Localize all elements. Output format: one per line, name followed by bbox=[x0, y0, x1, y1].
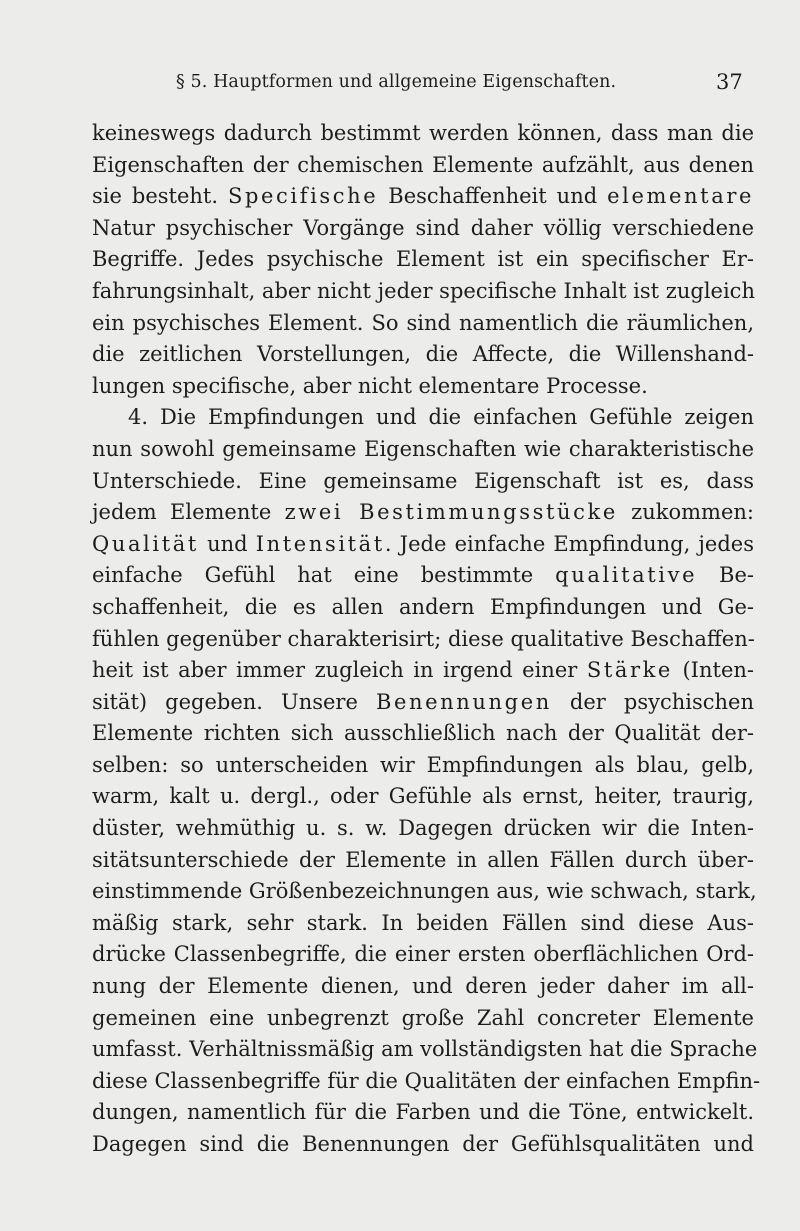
text-line bbox=[92, 845, 754, 877]
text-segment: sitätsunterschiede der Elemente in allen Fällen durch über- bbox=[92, 847, 754, 872]
text-segment: drücke Classenbegriffe, die einer ersten oberflächlichen Ord- bbox=[92, 942, 754, 967]
text-segment: Eigenschaften der chemischen Elemente aufzählt, aus denen bbox=[92, 152, 754, 177]
text-segment: die zeitlichen Vorstellungen, die Affecte, die Willenshand- bbox=[92, 342, 754, 367]
text-segment: jedem Elemente bbox=[92, 500, 285, 525]
text-segment: der psychischen bbox=[551, 689, 754, 714]
running-header-title: § 5. Hauptformen und allgemeine Eigenschaften. bbox=[176, 72, 617, 92]
emphasized-term: zwei Bestimmungsstücke bbox=[284, 500, 618, 525]
emphasized-term: elementare bbox=[607, 184, 754, 209]
text-line bbox=[92, 908, 754, 940]
text-line bbox=[92, 560, 754, 592]
text-segment: Begriffe. Jedes psychische Element ist ein specifischer Er- bbox=[92, 247, 754, 272]
text-segment: selben: so unterscheiden wir Empfindungen als blau, gelb, bbox=[92, 752, 754, 777]
text-line bbox=[92, 181, 754, 213]
text-line bbox=[92, 781, 754, 813]
text-line bbox=[92, 213, 754, 245]
text-line bbox=[92, 308, 754, 340]
text-segment: Dagegen sind die Benennungen der Gefühlsqualitäten und bbox=[92, 1132, 754, 1156]
text-segment: fühlen gegenüber charakterisirt; diese qualitative Beschaffen- bbox=[92, 626, 755, 651]
text-line bbox=[92, 434, 754, 466]
text-segment: fahrungsinhalt, aber nicht jeder specifische Inhalt ist zugleich bbox=[92, 278, 755, 303]
text-line bbox=[92, 150, 754, 182]
text-line bbox=[92, 466, 754, 498]
text-segment: heit ist aber immer zugleich in irgend einer bbox=[92, 658, 587, 683]
emphasized-term: Stärke bbox=[586, 658, 673, 683]
text-segment: Be- bbox=[697, 563, 754, 588]
text-line bbox=[92, 687, 754, 719]
text-line bbox=[92, 339, 754, 371]
text-segment: zukommen: bbox=[617, 500, 754, 525]
text-line bbox=[92, 1066, 761, 1098]
text-line bbox=[92, 371, 754, 403]
text-line bbox=[92, 876, 757, 908]
text-line bbox=[92, 971, 754, 1003]
text-segment: (Inten- bbox=[672, 658, 754, 683]
text-line bbox=[92, 402, 754, 434]
text-segment: diese Classenbegriffe für die Qualitäten der einfachen Empfin- bbox=[92, 1068, 761, 1093]
text-segment: einstimmende Größenbezeichnungen aus, wie schwach, stark, bbox=[92, 879, 757, 904]
text-segment: sität) gegeben. Unsere bbox=[92, 689, 376, 714]
text-line bbox=[92, 276, 754, 308]
text-segment: gemeinen eine unbegrenzt große Zahl concreter Elemente bbox=[92, 1005, 754, 1030]
emphasized-term: Specifische bbox=[228, 184, 379, 209]
text-line bbox=[92, 939, 754, 971]
text-segment: Natur psychischer Vorgänge sind daher völlig verschiedene bbox=[92, 215, 754, 240]
emphasized-term: qualitative bbox=[555, 563, 698, 588]
text-segment: warm, kalt u. dergl., oder Gefühle als ernst, heiter, traurig, bbox=[92, 784, 754, 809]
text-segment: . Jede einfache Empfindung, jedes bbox=[384, 531, 754, 556]
emphasized-term: Intensität bbox=[255, 531, 385, 556]
text-line bbox=[92, 624, 754, 656]
emphasized-term: Qualität bbox=[92, 531, 199, 556]
text-line bbox=[92, 718, 754, 750]
text-segment: lungen specifische, aber nicht elementare Processe. bbox=[92, 373, 648, 398]
text-segment: Elemente richten sich ausschließlich nach der Qualität der- bbox=[92, 721, 754, 746]
text-line bbox=[92, 118, 754, 150]
text-line bbox=[92, 244, 754, 276]
text-segment: mäßig stark, sehr stark. In beiden Fällen sind diese Aus- bbox=[92, 910, 754, 935]
text-segment: schaffenheit, die es allen andern Empfindungen und Ge- bbox=[92, 594, 754, 619]
text-line bbox=[92, 1129, 754, 1161]
text-line bbox=[92, 497, 754, 529]
text-segment: Beschaffenheit und bbox=[378, 184, 608, 209]
text-line bbox=[92, 529, 754, 561]
text-segment: einfache Gefühl hat eine bestimmte bbox=[92, 563, 556, 588]
text-segment: dungen, namentlich für die Farben und die Töne, entwickelt. bbox=[92, 1100, 754, 1125]
text-segment: keineswegs dadurch bestimmt werden können, dass man die bbox=[92, 121, 754, 145]
text-line bbox=[92, 592, 754, 624]
text-line bbox=[92, 1003, 754, 1035]
text-segment: ein psychisches Element. So sind namentlich die räumlichen, bbox=[92, 310, 754, 335]
text-line bbox=[92, 1034, 758, 1066]
text-segment: düster, wehmüthig u. s. w. Dagegen drücken wir die Inten- bbox=[92, 816, 754, 841]
text-line bbox=[92, 655, 754, 687]
text-segment: Unterschiede. Eine gemeinsame Eigenschaft ist es, dass bbox=[92, 468, 754, 493]
text-segment: nun sowohl gemeinsame Eigenschaften wie charakteristische bbox=[92, 436, 754, 461]
text-segment: 4. Die Empfindungen und die einfachen Gefühle zeigen bbox=[128, 405, 754, 430]
page-number: 37 bbox=[716, 70, 743, 94]
text-segment: und bbox=[198, 531, 256, 556]
text-line bbox=[92, 1097, 754, 1129]
text-segment: umfasst. Verhältnissmäßig am vollständigsten hat die Sprache bbox=[92, 1037, 758, 1062]
body-text bbox=[92, 118, 761, 1161]
text-segment: nung der Elemente dienen, und deren jeder daher im all- bbox=[92, 974, 754, 999]
running-header bbox=[0, 70, 800, 100]
emphasized-term: Benennungen bbox=[375, 689, 552, 714]
text-line bbox=[92, 813, 754, 845]
text-line bbox=[92, 750, 754, 782]
text-segment: sie besteht. bbox=[92, 184, 228, 209]
